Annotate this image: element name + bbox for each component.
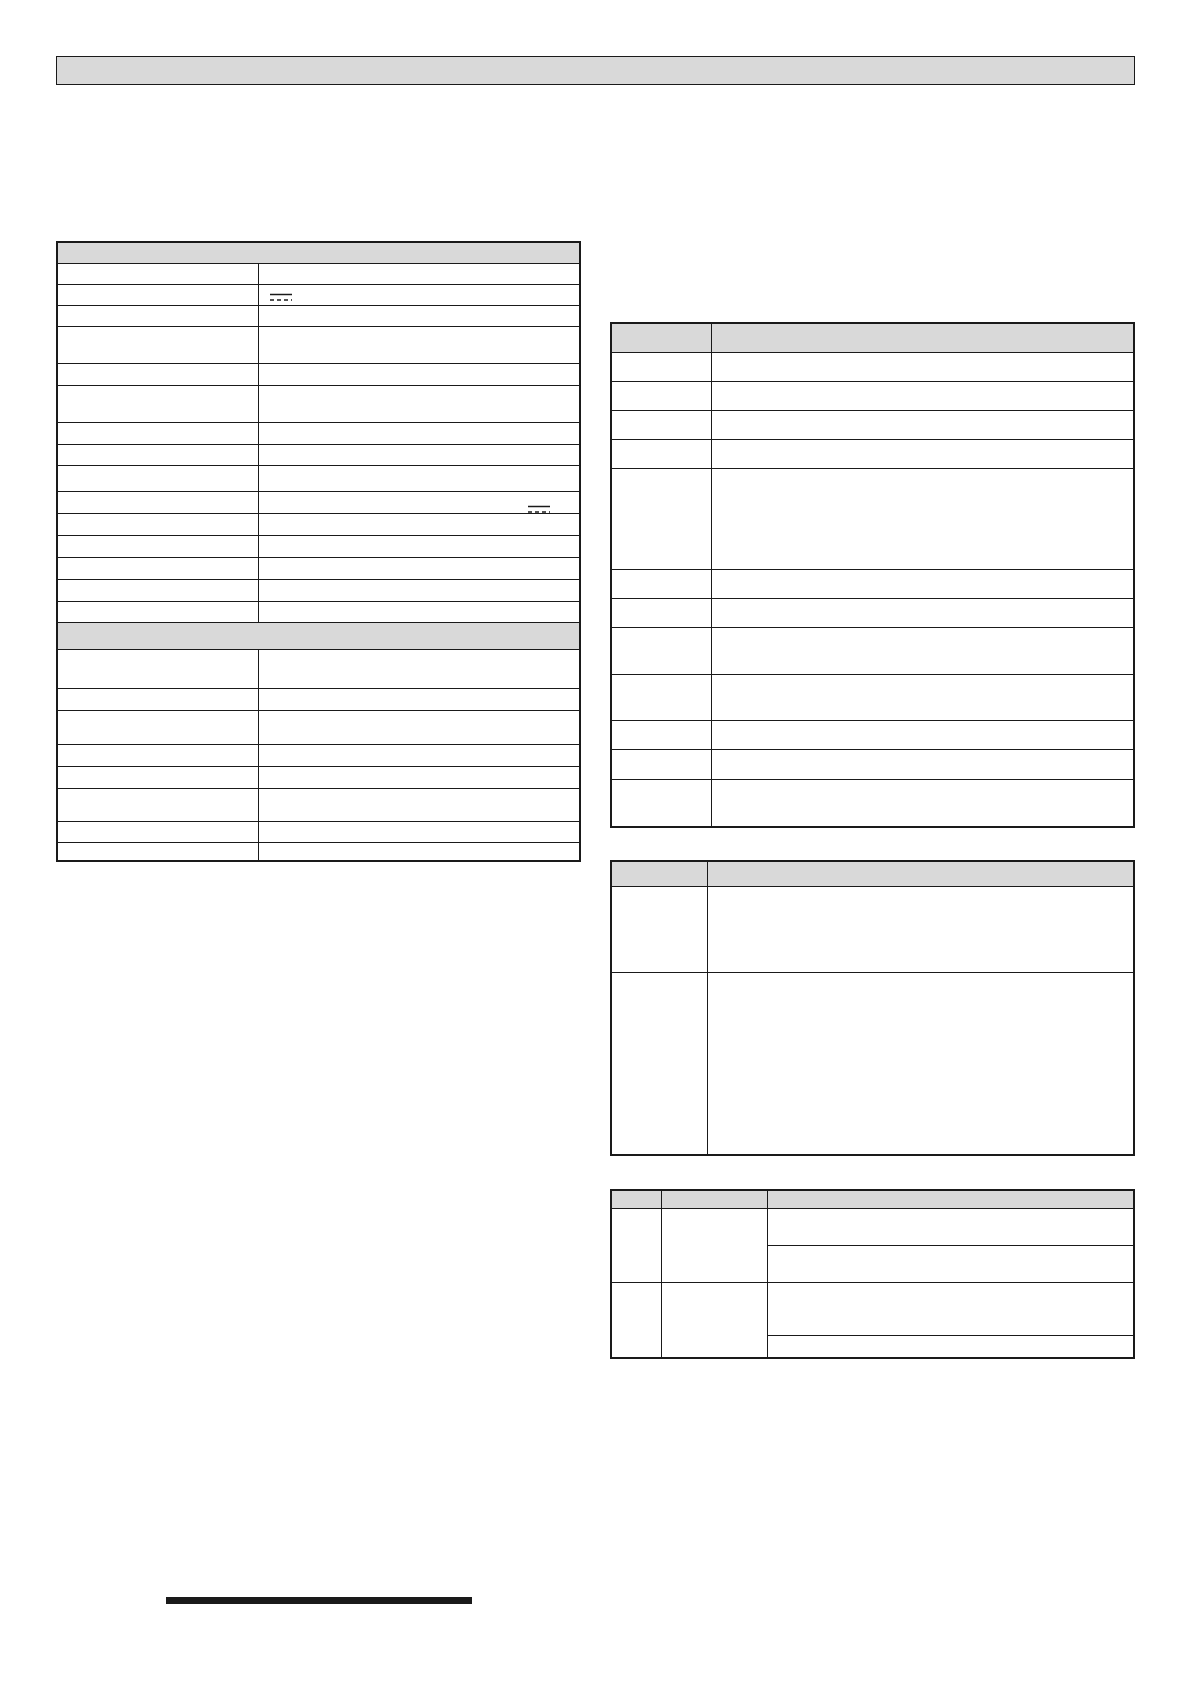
left-table-row-line <box>58 385 579 386</box>
right-table-3-subrow-line <box>767 1245 1133 1246</box>
dc-symbol-icon <box>528 505 550 514</box>
right-table-1-row-line <box>612 381 1133 382</box>
left-table-row-line <box>58 513 579 514</box>
right-table-2-row-line <box>612 886 1133 887</box>
footer-bar <box>166 1597 472 1604</box>
right-table-3-column-divider-2 <box>767 1191 768 1359</box>
right-table-1-row-line <box>612 674 1133 675</box>
right-table-3-subrow-line <box>767 1335 1133 1336</box>
left-table-row-line <box>58 766 579 767</box>
left-table-row-line <box>58 284 579 285</box>
right-table-1-row-line <box>612 627 1133 628</box>
right-table-3 <box>610 1189 1135 1359</box>
left-table-row-line <box>58 710 579 711</box>
right-table-1-row-line <box>612 439 1133 440</box>
right-table-1-row-line <box>612 749 1133 750</box>
left-table-row-line <box>58 444 579 445</box>
right-table-1-row-line <box>612 720 1133 721</box>
left-table-row-line <box>58 821 579 822</box>
left-table-row-line <box>58 535 579 536</box>
left-table-column-divider-2 <box>258 649 259 862</box>
right-table-1-row-line <box>612 410 1133 411</box>
left-table-row-line <box>58 465 579 466</box>
right-table-1-row-line <box>612 468 1133 469</box>
dc-symbol-icon <box>270 293 292 302</box>
title-bar <box>56 56 1135 85</box>
left-table-row-line <box>58 788 579 789</box>
left-spec-table <box>56 241 581 862</box>
right-table-1-header-band <box>612 324 1133 352</box>
left-table-row-line <box>58 422 579 423</box>
left-table-row-line <box>58 688 579 689</box>
right-table-1-row-line <box>612 598 1133 599</box>
right-table-1 <box>610 322 1135 828</box>
left-table-row-line <box>58 601 579 602</box>
left-table-row-line <box>58 842 579 843</box>
left-table-row-line <box>58 363 579 364</box>
right-table-3-row-line <box>612 1208 1133 1209</box>
right-table-1-column-divider <box>711 324 712 828</box>
right-table-2-row-line <box>612 972 1133 973</box>
left-table-row-line <box>58 263 579 264</box>
left-table-row-line <box>58 622 579 623</box>
left-table-column-divider <box>258 263 259 622</box>
right-table-1-row-line <box>612 352 1133 353</box>
left-table-row-line <box>58 326 579 327</box>
right-table-1-row-line <box>612 779 1133 780</box>
left-table-header-band <box>58 243 579 263</box>
left-table-row-line <box>58 557 579 558</box>
left-table-row-line <box>58 305 579 306</box>
left-table-row-line <box>58 649 579 650</box>
right-table-2-header-band <box>612 862 1133 886</box>
right-table-2 <box>610 860 1135 1156</box>
right-table-3-header-band <box>612 1191 1133 1208</box>
right-table-3-column-divider <box>661 1191 662 1359</box>
right-table-2-column-divider <box>707 862 708 1156</box>
left-table-row-line <box>58 491 579 492</box>
right-table-1-row-line <box>612 569 1133 570</box>
right-table-3-row-line <box>612 1282 1133 1283</box>
left-table-row-line <box>58 579 579 580</box>
left-table-section-band <box>58 622 579 649</box>
left-table-row-line <box>58 744 579 745</box>
